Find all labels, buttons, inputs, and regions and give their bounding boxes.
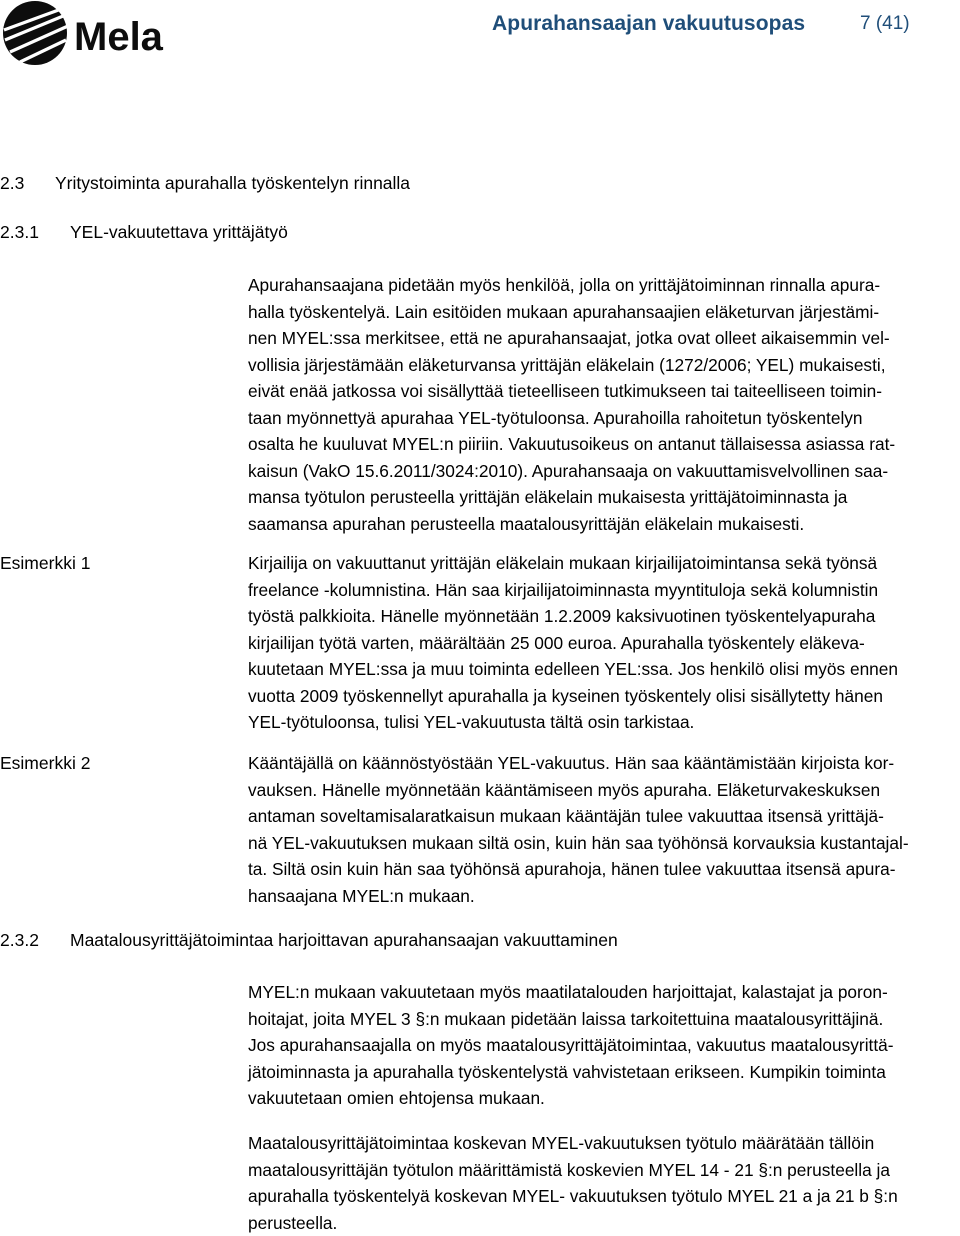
section-number: 2.3.2 xyxy=(0,930,39,951)
text-line: antaman soveltamisalaratkaisun mukaan kääntäjän tulee vakuuttaa itsensä yrittäjä- xyxy=(248,803,958,830)
text-line: saamansa apurahan perusteella maatalousyrittäjän eläkelain mukaisesti. xyxy=(248,511,958,538)
text-line: kuutetaan MYEL:ssa ja muu toiminta edelleen YEL:ssa. Jos henkilö olisi myös ennen xyxy=(248,656,958,683)
text-line: halla työskentelyä. Lain esitöiden mukaan apurahansaajien eläketurvan järjestämi- xyxy=(248,299,958,326)
text-line: Apurahansaajana pidetään myös henkilöä, jolla on yrittäjätoiminnan rinnalla apura- xyxy=(248,272,958,299)
text-line: osalta he kuuluvat MYEL:n piiriin. Vakuutusoikeus on antanut tällaisessa asiassa rat- xyxy=(248,431,958,458)
document-title: Apurahansaajan vakuutusopas xyxy=(492,12,805,36)
text-line: työstä palkkioita. Hänelle myönnetään 1.2.2009 kaksivuotinen työskentelyapuraha xyxy=(248,603,958,630)
section-title: Maatalousyrittäjätoimintaa harjoittavan apurahansaajan vakuuttaminen xyxy=(70,930,618,951)
text-line: nä YEL-vakuutuksen mukaan siltä osin, kuin hän saa työhönsä korvauksia kustantajal- xyxy=(248,830,958,857)
section-title: YEL-vakuutettava yrittäjätyö xyxy=(70,222,288,243)
logo-text: Mela xyxy=(74,15,164,59)
paragraph-yel-intro xyxy=(248,272,958,537)
text-line: kirjailijan työtä varten, määrältään 25 000 euroa. Apurahalla työskentely eläkeva- xyxy=(248,630,958,657)
paragraph-myel-farmers xyxy=(248,979,958,1112)
page-number: 7 (41) xyxy=(860,13,910,35)
text-line: vauksen. Hänelle myönnetään kääntämiseen myös apuraha. Eläketurvakeskuksen xyxy=(248,777,958,804)
text-line: Maatalousyrittäjätoimintaa koskevan MYEL-vakuutuksen työtulo määrätään tällöin xyxy=(248,1130,958,1157)
text-line: hansaajana MYEL:n mukaan. xyxy=(248,883,958,910)
text-line: apurahalla työskentelyä koskevan MYEL- vakuutuksen työtulo MYEL 21 a ja 21 b §:n xyxy=(248,1183,958,1210)
text-line: jätoiminnasta ja apurahalla työskentelystä vahvistetaan erikseen. Kumpikin toiminta xyxy=(248,1059,958,1086)
paragraph-example-1 xyxy=(248,550,958,736)
section-number: 2.3.1 xyxy=(0,222,39,243)
text-line: mansa työtulon perusteella yrittäjän eläkelain mukaisesta yrittäjätoiminnasta ja xyxy=(248,484,958,511)
text-line: nen MYEL:ssa merkitsee, että ne apurahansaajat, jotka ovat olleet aikaisemmin vel- xyxy=(248,325,958,352)
text-line: vakuutetaan omien ehtojensa mukaan. xyxy=(248,1085,958,1112)
text-line: vuotta 2009 työskennellyt apurahalla ja kyseinen työskentely olisi sisällytetty hänen xyxy=(248,683,958,710)
section-number: 2.3 xyxy=(0,173,24,194)
text-line: Jos apurahansaajalla on myös maatalousyrittäjätoimintaa, vakuutus maatalousyrittä- xyxy=(248,1032,958,1059)
text-line: maatalousyrittäjän työtulon määrittämistä koskevien MYEL 14 - 21 §:n perusteella ja xyxy=(248,1157,958,1184)
paragraph-myel-income xyxy=(248,1130,958,1236)
mela-logo xyxy=(0,0,190,70)
text-line: freelance -kolumnistina. Hän saa kirjailijatoiminnasta myyntituloja sekä kolumnistin xyxy=(248,577,958,604)
logo-emblem-icon xyxy=(3,1,68,65)
section-title: Yritystoiminta apurahalla työskentelyn rinnalla xyxy=(55,173,410,194)
text-line: YEL-työtuloonsa, tulisi YEL-vakuutusta tältä osin tarkistaa. xyxy=(248,709,958,736)
example-label-2: Esimerkki 2 xyxy=(0,753,90,774)
text-line: perusteella. xyxy=(248,1210,958,1236)
text-line: taan myönnettyä apurahaa YEL-työtuloonsa. Apurahoilla rahoitetun työskentelyn xyxy=(248,405,958,432)
text-line: Kääntäjällä on käännöstyöstään YEL-vakuutus. Hän saa kääntämistään kirjoista kor- xyxy=(248,750,958,777)
example-label-1: Esimerkki 1 xyxy=(0,553,90,574)
text-line: vollisia järjestämään eläketurvansa yrittäjän eläkelain (1272/2006; YEL) mukaisesti, xyxy=(248,352,958,379)
text-line: kaisun (VakO 15.6.2011/3024:2010). Apurahansaaja on vakuuttamisvelvollinen saa- xyxy=(248,458,958,485)
text-line: ta. Siltä osin kuin hän saa työhönsä apurahoja, hänen tulee vakuuttaa itsensä apura- xyxy=(248,856,958,883)
paragraph-example-2 xyxy=(248,750,958,909)
text-line: eivät enää jatkossa voi sisällyttää tieteelliseen tutkimukseen tai taiteelliseen toimin- xyxy=(248,378,958,405)
text-line: MYEL:n mukaan vakuutetaan myös maatilatalouden harjoittajat, kalastajat ja poron- xyxy=(248,979,958,1006)
text-line: hoitajat, joita MYEL 3 §:n mukaan pidetään laissa tarkoitettuina maatalousyrittäjinä. xyxy=(248,1006,958,1033)
text-line: Kirjailija on vakuuttanut yrittäjän eläkelain mukaan kirjailijatoimintansa sekä työnsä xyxy=(248,550,958,577)
